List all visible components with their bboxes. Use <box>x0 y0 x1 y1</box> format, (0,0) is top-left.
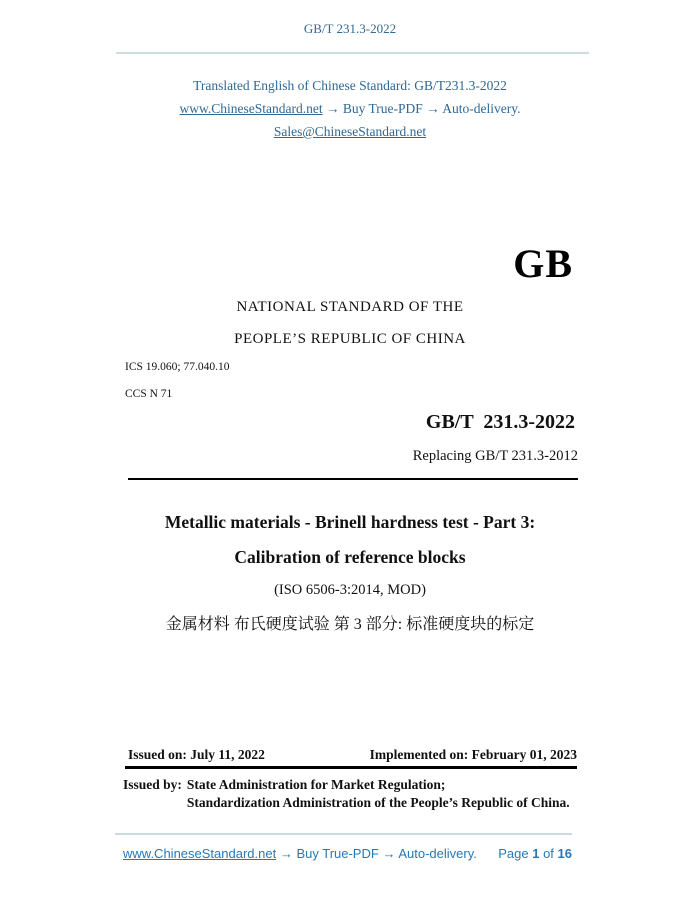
chinese-title: 金属材料 布氏硬度试验 第 3 部分: 标准硬度块的标定 <box>165 616 535 633</box>
buy-pdf-label: Buy True-PDF <box>342 101 423 116</box>
footer-auto-delivery-label: Auto-delivery. <box>398 846 477 861</box>
arrow-icon: → <box>382 846 396 861</box>
auto-delivery-label: Auto-delivery. <box>442 101 521 116</box>
standard-number: GB/T 231.3-2022 <box>425 411 575 433</box>
footer-site-link[interactable]: www.ChineseStandard.net <box>123 846 277 861</box>
gb-logo: GB <box>513 241 573 286</box>
sales-email-line <box>0 120 700 143</box>
translated-standard-line: Translated English of Chinese Standard: GB/T231.3-2022 <box>193 78 507 93</box>
header-doc-code: GB/T 231.3-2022 <box>303 21 397 36</box>
arrow-icon: → <box>279 846 293 861</box>
ccs-code: CCS N 71 <box>125 388 173 400</box>
national-standard-line1: NATIONAL STANDARD OF THE <box>236 299 464 315</box>
issued-by-label: Issued by: <box>123 777 182 792</box>
arrow-icon: → <box>325 101 340 116</box>
issuing-organizations <box>187 776 570 811</box>
document-title-line2: Calibration of reference blocks <box>234 547 466 567</box>
buy-info-line <box>0 97 700 120</box>
page-label: Page <box>498 846 529 861</box>
of-label: of <box>543 846 554 861</box>
page-current: 1 <box>532 846 540 861</box>
document-title-line1: Metallic materials - Brinell hardness test - Part 3: <box>164 512 536 532</box>
implemented-on-date: Implemented on: February 01, 2023 <box>369 747 577 762</box>
footer-buy-pdf-label: Buy True-PDF <box>296 846 379 861</box>
issued-on-date: Issued on: July 11, 2022 <box>128 747 265 762</box>
header-translated-block <box>0 74 700 143</box>
issue-dates-row <box>128 747 577 763</box>
issuing-org-1: State Administration for Market Regulation; <box>186 777 446 792</box>
page-indicator <box>498 846 572 861</box>
site-link[interactable]: www.ChineseStandard.net <box>179 101 323 116</box>
footer-divider <box>115 833 572 835</box>
replacing-note: Replacing GB/T 231.3-2012 <box>412 448 578 464</box>
arrow-icon: → <box>426 101 440 116</box>
issued-by-block <box>123 776 588 811</box>
footer-buy-line <box>123 846 477 861</box>
iso-equivalence-note: (ISO 6506-3:2014, MOD) <box>274 582 426 598</box>
header-divider <box>116 52 589 54</box>
standard-divider <box>128 478 578 480</box>
sales-email-link[interactable]: Sales@ChineseStandard.net <box>273 124 427 139</box>
ics-code: ICS 19.060; 77.040.10 <box>125 361 230 373</box>
issue-divider <box>125 766 577 769</box>
page-footer <box>123 846 572 861</box>
issuing-org-2: Standardization Administration of the People’s Republic of China. <box>186 794 570 810</box>
national-standard-line2: PEOPLE’S REPUBLIC OF CHINA <box>234 331 466 347</box>
page-total: 16 <box>557 846 572 861</box>
